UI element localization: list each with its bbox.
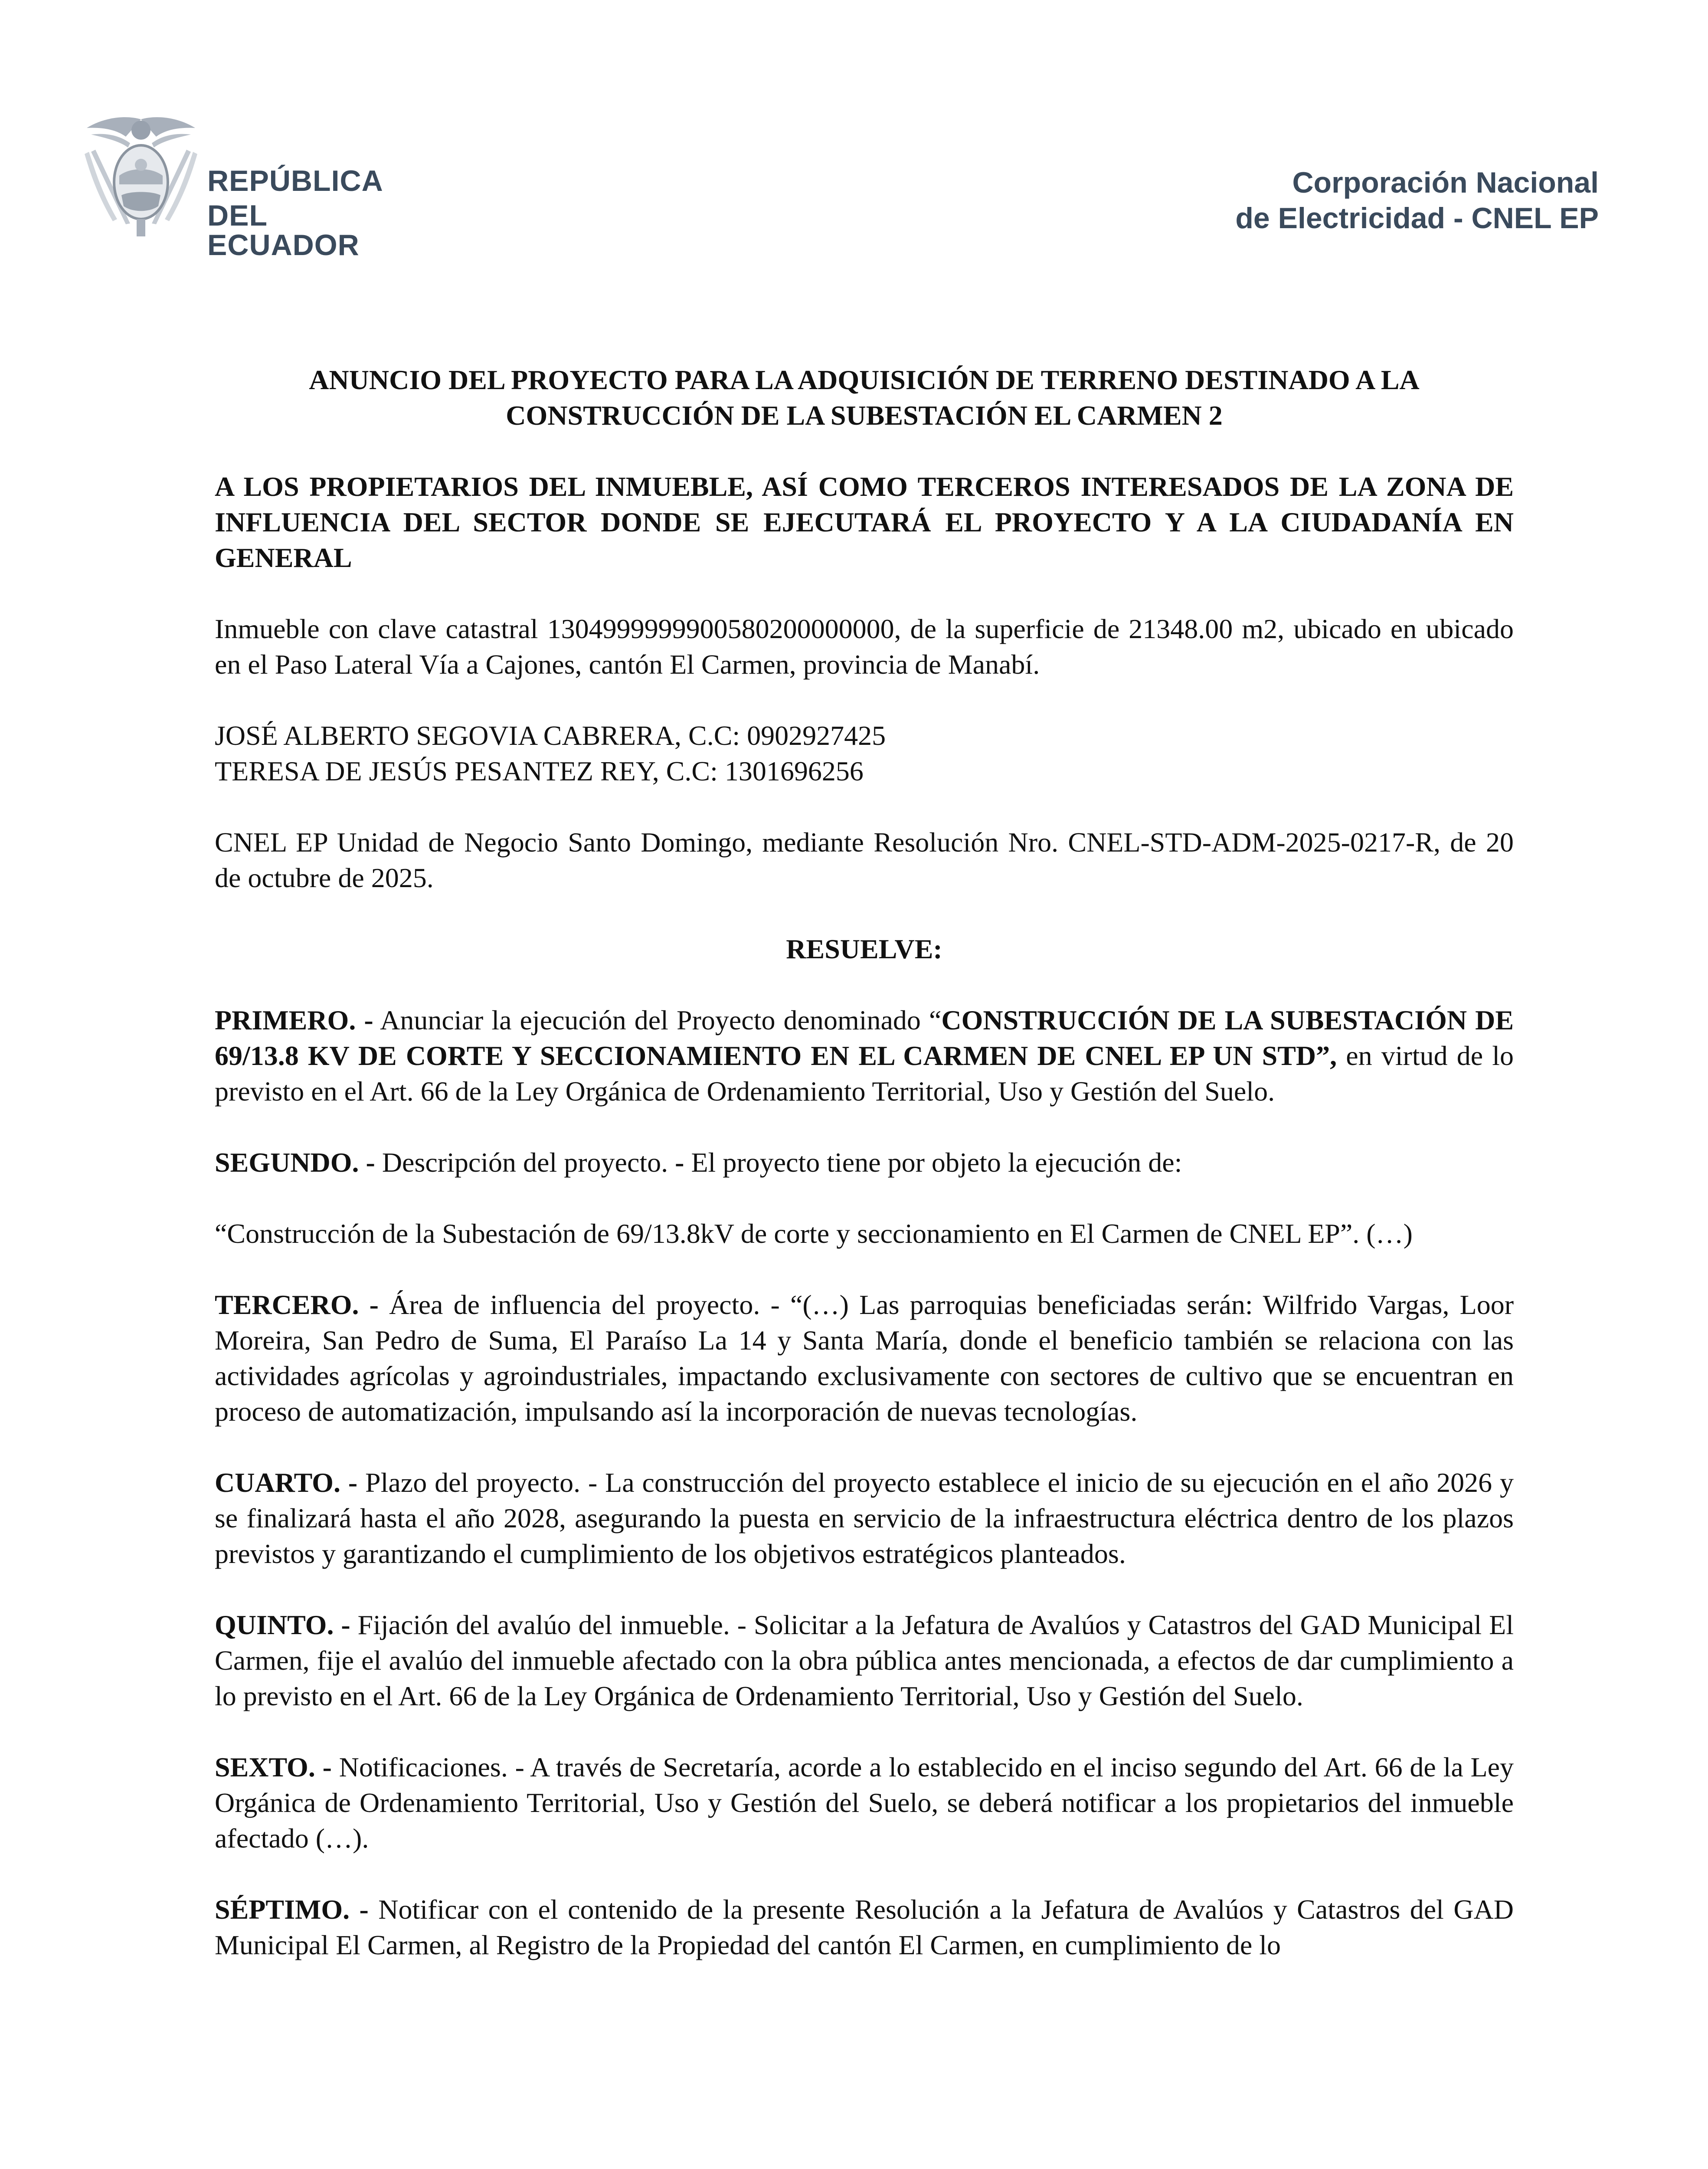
segundo-text-1: Descripción del proyecto. [375, 1147, 675, 1178]
corp-line1: Corporación Nacional [1292, 166, 1599, 199]
cuarto-text: Plazo del proyecto. - La construcción del proyecto establece el inicio de su ejecución en el año 2026 y se finalizará hasta el año 2028, asegurando la puesta en servicio de la infraestructura eléctrica dentro de los plazos previstos y garantizando el cumplimiento de los objetivos estratégicos planteados. [215, 1467, 1514, 1569]
cnel-ep-logo [1235, 165, 1599, 236]
article-cuarto [215, 1465, 1514, 1572]
addressee-heading: A LOS PROPIETARIOS DEL INMUEBLE, ASÍ COMO TERCEROS INTERESADOS DE LA ZONA DE INFLUENCIA DEL SECTOR DONDE SE EJECUTARÁ EL PROYECTO Y A LA CIUDADANÍA EN GENERAL [215, 471, 1514, 573]
resolution-paragraph: CNEL EP Unidad de Negocio Santo Domingo, mediante Resolución Nro. CNEL-STD-ADM-2025-0217-R, de 20 de octubre de 2025. [215, 827, 1514, 893]
resuelve-heading: RESUELVE: [786, 934, 942, 964]
article-segundo [215, 1145, 1514, 1180]
quinto-text: Fijación del avalúo del inmueble. - Solicitar a la Jefatura de Avalúos y Catastros del GAD Municipal El Carmen, fije el avalúo del inmueble afectado con la obra pública antes mencionada, a efectos de dar cumplimiento a lo previsto en el Art. 66 de la Ley Orgánica de Ordenamiento Territorial, Uso y Gestión del Suelo. [215, 1609, 1514, 1711]
primero-text-2: en virtud de lo previsto en el Art. 66 de la Ley Orgánica de Ordenamiento Territorial, Uso y Gestión del Suelo. [215, 1040, 1514, 1107]
document-body [215, 362, 1514, 1963]
primero-text-1: Anunciar la ejecución del Proyecto denominado “ [373, 1005, 942, 1035]
quinto-label: QUINTO. - [215, 1609, 350, 1640]
article-tercero [215, 1287, 1514, 1429]
segundo-dash: - [675, 1147, 684, 1178]
segundo-label: SEGUNDO. - [215, 1147, 375, 1178]
property-paragraph: Inmueble con clave catastral 1304999999900580200000000, de la superficie de 21348.00 m2, ubicado en ubicado en el Paso Lateral Vía a Cajones, cantón El Carmen, provincia de Manabí. [215, 613, 1514, 680]
tercero-text: Área de influencia del proyecto. - “(…) Las parroquias beneficiadas serán: Wilfrido Vargas, Loor Moreira, San Pedro de Suma, El Paraíso La 14 y Santa María, donde el beneficio también se relaciona con las actividades agrícolas y agroindustriales, impactando exclusivamente con sectores de cultivo que se encuentran en proceso de automatización, impulsando así la incorporación de nuevas tecnologías. [215, 1289, 1514, 1427]
article-primero [215, 1003, 1514, 1109]
article-septimo [215, 1892, 1514, 1963]
republica-line2: DEL ECUADOR [207, 199, 360, 262]
sexto-label: SEXTO. - [215, 1752, 332, 1782]
coat-of-arms-icon [78, 111, 204, 241]
primero-project-name: CONSTRUCCIÓN DE LA SUBESTACIÓN DE 69/13.8 KV DE CORTE Y SECCIONAMIENTO EN EL CARMEN DE CNEL EP UN STD”, [215, 1005, 1514, 1071]
republica-del-ecuador-logo [78, 111, 399, 262]
septimo-label: SÉPTIMO. - [215, 1894, 369, 1925]
tercero-label: TERCERO. - [215, 1289, 379, 1320]
primero-label: PRIMERO. - [215, 1005, 373, 1035]
project-quote: “Construcción de la Subestación de 69/13.8kV de corte y seccionamiento en El Carmen de CNEL EP”. (…) [215, 1218, 1413, 1249]
cuarto-label: CUARTO. - [215, 1467, 358, 1498]
segundo-text-2: El proyecto tiene por objeto la ejecución de: [684, 1147, 1182, 1178]
article-sexto [215, 1750, 1514, 1856]
owner-line-2: TERESA DE JESÚS PESANTEZ REY, C.C: 1301696256 [215, 756, 864, 786]
article-quinto [215, 1607, 1514, 1714]
corp-line2: de Electricidad - CNEL EP [1235, 202, 1599, 235]
republica-line1: REPÚBLICA [207, 164, 383, 197]
sexto-text: Notificaciones. - A través de Secretaría, acorde a lo establecido en el inciso segundo del Art. 66 de la Ley Orgánica de Ordenamiento Territorial, Uso y Gestión del Suelo, se deberá notificar a los propietarios del inmueble afectado (…). [215, 1752, 1514, 1854]
owner-line-1: JOSÉ ALBERTO SEGOVIA CABRERA, C.C: 0902927425 [215, 720, 886, 751]
document-title-line1: ANUNCIO DEL PROYECTO PARA LA ADQUISICIÓN DE TERRENO DESTINADO A LA [309, 364, 1420, 395]
septimo-text: Notificar con el contenido de la presente Resolución a la Jefatura de Avalúos y Catastros del GAD Municipal El Carmen, al Registro de la Propiedad del cantón El Carmen, en cumplimiento de lo [215, 1894, 1514, 1960]
document-title-line2: CONSTRUCCIÓN DE LA SUBESTACIÓN EL CARMEN 2 [506, 400, 1223, 431]
